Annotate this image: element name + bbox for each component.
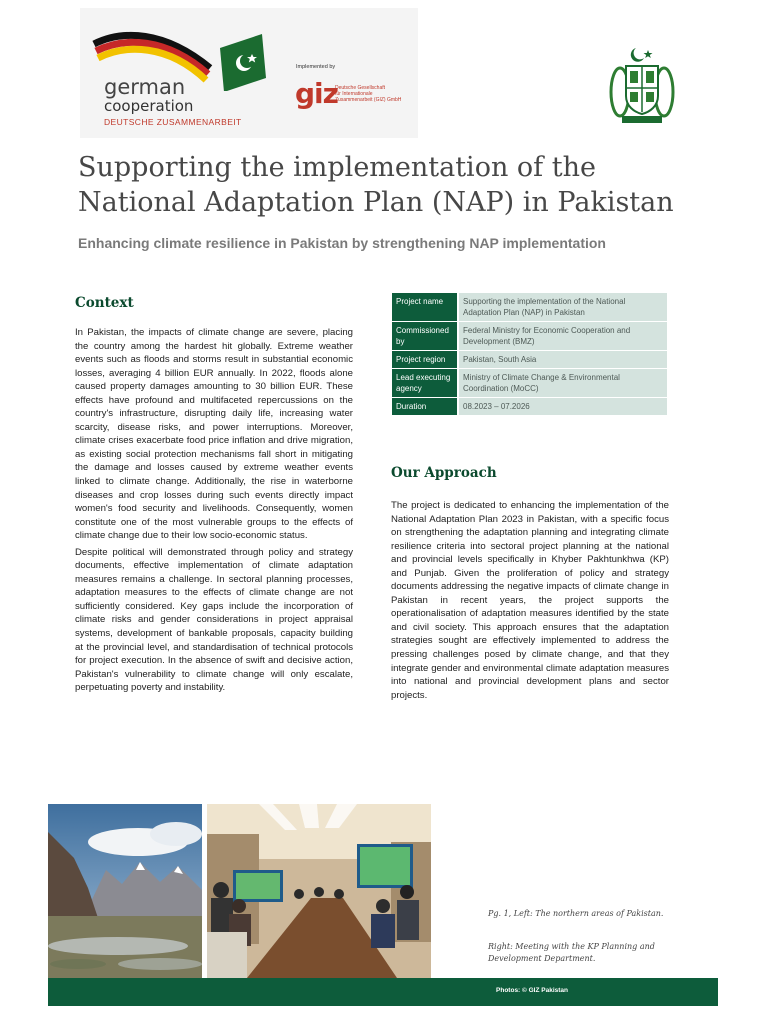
table-value: Federal Ministry for Economic Cooperation and Development (BMZ) <box>458 322 667 351</box>
giz-name-line: Zusammenarbeit (GIZ) GmbH <box>335 97 402 103</box>
context-body <box>75 326 353 698</box>
photo-credit: Photos: © GIZ Pakistan <box>496 987 568 994</box>
context-paragraph: In Pakistan, the impacts of climate change are severe, placing the country among the hardest hit globally. Extreme weather events such as floods and storms result in substantial economic losses, averaging 4 billion EUR annually. In 2022, floods alone caused property damages amounting to 30 billion EUR. These effects have profound and multifaceted repercussions on the country's infrastructure, disrupting daily life, increasing water scarcity, disease risks, and power interruptions. Moreover, climate crises exacerbate food price inflation and drive migration, as existing social protection mechanisms fall short in mitigating the damage and losses caused by extreme weather events linked to climate change. Additionally, the rise in waterborne diseases and crop losses during such events directly impact women's food security and livelihoods. Consequently, women constitute one of the most vulnerable groups to the effects of climate change due to their low socio-economic status. <box>75 327 353 542</box>
logo-german-text: german <box>104 75 186 99</box>
page-subtitle: Enhancing climate resilience in Pakistan by strengthening NAP implementation <box>78 235 606 251</box>
logo-deutsche-text: DEUTSCHE ZUSAMMENARBEIT <box>104 117 242 127</box>
table-value: Pakistan, South Asia <box>458 351 667 369</box>
photo-caption-right: Right: Meeting with the KP Planning and Development Department. <box>488 942 655 963</box>
table-key: Lead executing agency <box>392 369 458 398</box>
pakistan-emblem-icon <box>606 44 678 126</box>
table-key: Project name <box>392 293 458 322</box>
project-info-table <box>392 293 667 416</box>
table-key: Duration <box>392 398 458 416</box>
giz-name-line: Deutsche Gesellschaft <box>335 85 386 91</box>
photo-caption-left: Pg. 1, Left: The northern areas of Pakistan. <box>488 909 664 918</box>
table-value: Supporting the implementation of the National Adaptation Plan (NAP) in Pakistan <box>458 293 667 322</box>
table-row <box>392 351 667 369</box>
table-key: Commissioned by <box>392 322 458 351</box>
context-paragraph: Despite political will demonstrated through policy and strategy documents, effective implementation of climate adaptation measures remains a challenge. In sectoral planning processes, adaptation measures to the effects of climate change are not sufficiently considered. Key gaps include the incorporation of climate risks and gender considerations in project appraisal systems, development of bankable proposals, capacity building at the provincial level, and standardisation of technical protocols for project execution. In the absence of swift and decisive action, Pakistan's vulnerability to climate change will only escalate, perpetuating poverty and instability. <box>75 546 353 694</box>
implemented-by-label: Implemented by <box>296 64 336 70</box>
meeting-photo <box>207 804 431 978</box>
giz-full-name <box>335 85 415 103</box>
logo-cooperation-text: cooperation <box>104 97 194 115</box>
page-title: Supporting the implementation of the National Adaptation Plan (NAP) in Pakistan <box>78 152 674 218</box>
giz-logo: giz <box>295 77 338 110</box>
table-key: Project region <box>392 351 458 369</box>
table-value: Ministry of Climate Change & Environmental Coordination (MoCC) <box>458 369 667 398</box>
table-row <box>392 293 667 322</box>
footer-bar <box>48 978 718 1006</box>
approach-body <box>391 499 669 702</box>
table-value: 08.2023 – 07.2026 <box>458 398 667 416</box>
giz-name-line: für Internationale <box>335 91 373 97</box>
mountain-photo <box>48 804 202 978</box>
table-row <box>392 398 667 416</box>
approach-paragraph: The project is dedicated to enhancing the implementation of the National Adaptation Plan 2023 in Pakistan, with a specific focus on strengthening the adaptation planning and integrating climate resilience criteria into sectoral project planning at the national and provincial levels specifically in Khyber Pakhtunkhwa (KP) and Punjab. Given the proliferation of policy and strategy documents addressing the negative impacts of climate change in Pakistan in recent years, the project supports the operationalisation of adaptation measures identified by the state and civil society. This approach ensures that the adaptation strategies sought are effectively implemented to address the pressing challenges posed by climate change, and that they integrate gender and environmental climate adaptation measures into national and provincial development plans and sector projects. <box>391 500 669 701</box>
table-row <box>392 322 667 351</box>
context-heading: Context <box>75 295 134 311</box>
approach-heading: Our Approach <box>391 465 497 481</box>
table-row <box>392 369 667 398</box>
